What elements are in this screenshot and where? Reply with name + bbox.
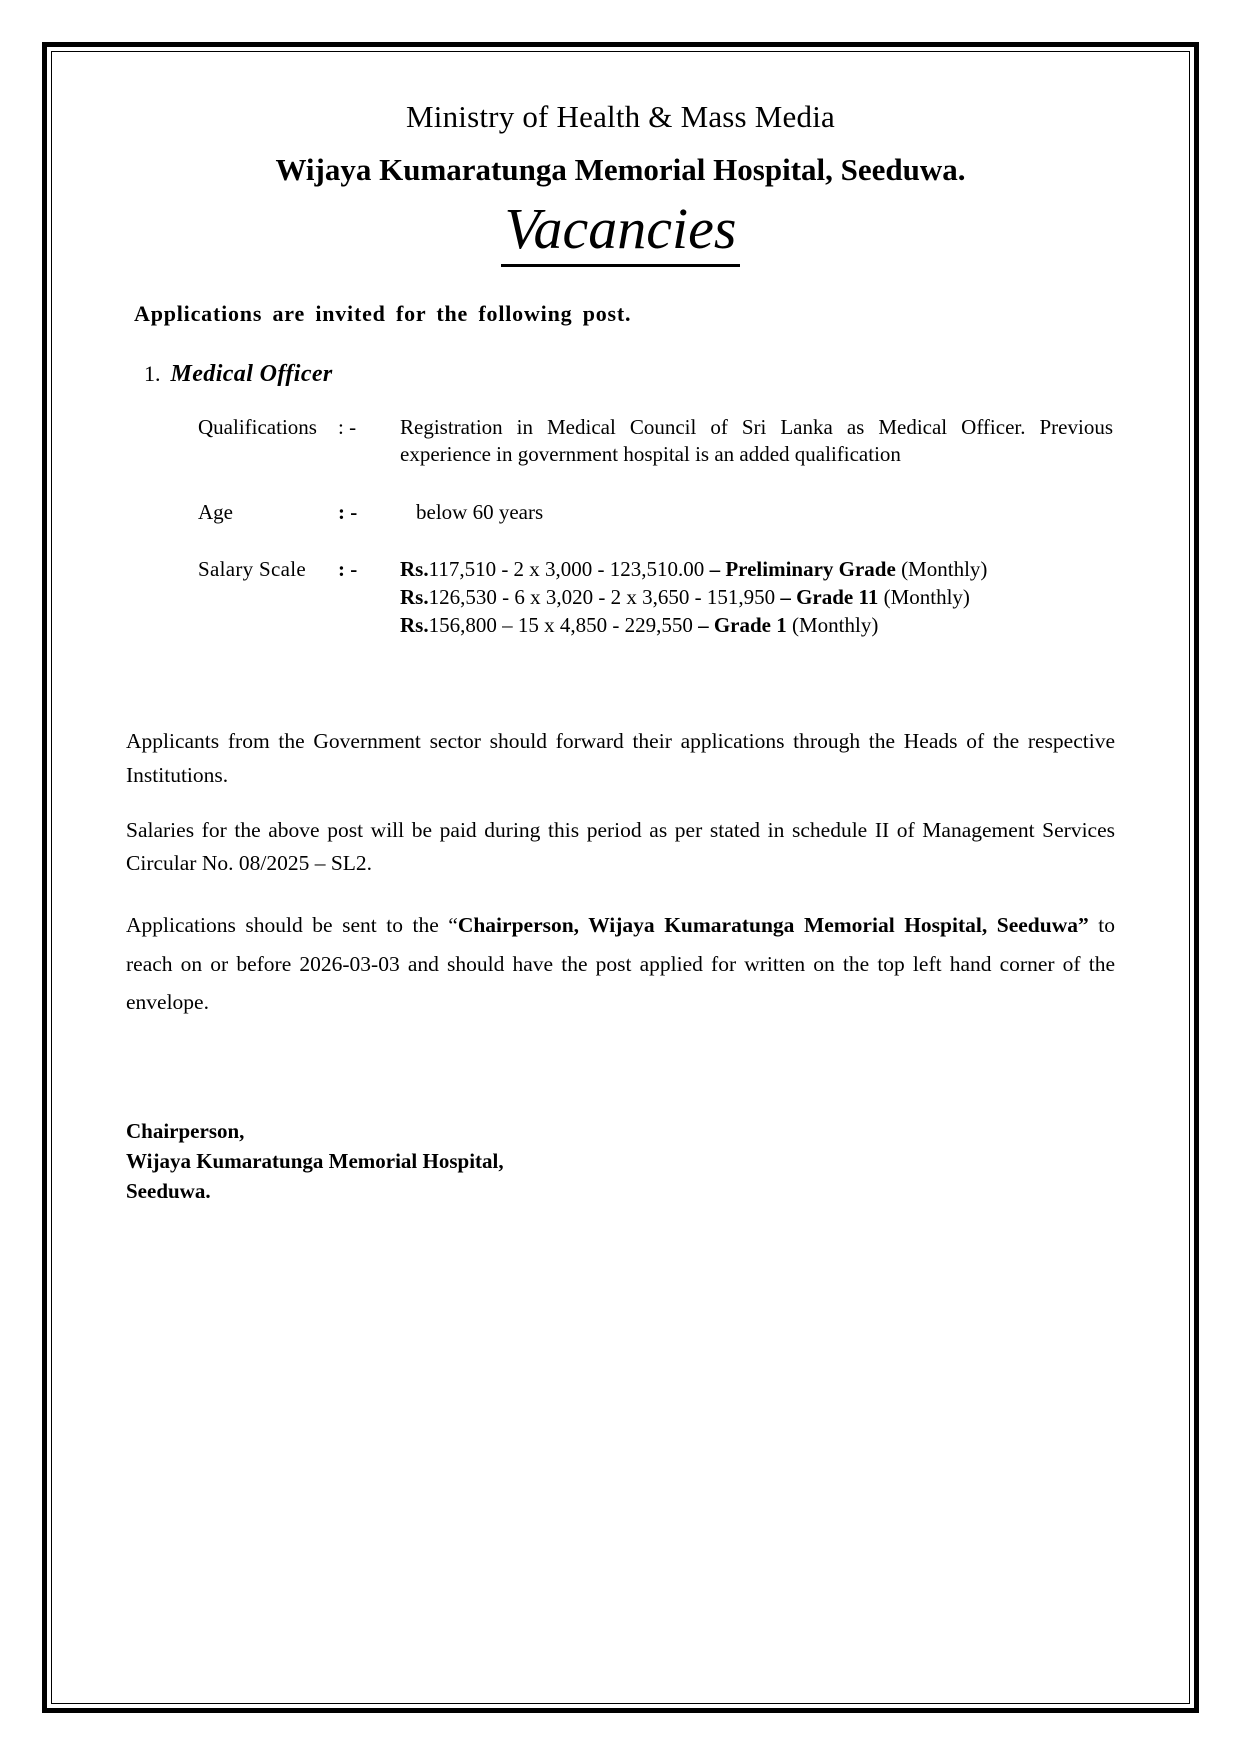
salary-dash: – — [780, 584, 797, 609]
document-content — [52, 52, 1189, 1703]
government-sector-paragraph: Applicants from the Government sector should forward their applications through the Heads of the respective Institutions. — [126, 729, 1115, 787]
post-title: Medical Officer — [170, 361, 333, 388]
salary-prefix: Rs. — [400, 584, 429, 609]
salary-values — [400, 556, 1115, 639]
salary-dash: – — [698, 612, 714, 637]
hospital-heading: Wijaya Kumaratunga Memorial Hospital, Seeduwa. — [275, 151, 966, 187]
salary-label: Salary Scale — [198, 557, 306, 582]
signature-line-1: Chairperson, — [126, 1119, 245, 1144]
qualifications-row — [126, 414, 1115, 469]
salary-frequency: (Monthly) — [878, 584, 970, 609]
age-value: below 60 years — [416, 499, 544, 524]
qualifications-label: Qualifications — [198, 415, 317, 440]
qualifications-separator: : - — [338, 415, 357, 440]
salary-grade: Grade 1 — [713, 612, 787, 637]
page-title: Vacancies — [501, 196, 741, 268]
salary-scale: 126,530 - 6 x 3,020 - 2 x 3,650 - 151,950 — [428, 584, 781, 609]
page-border-inner — [51, 51, 1190, 1704]
salary-scale: 156,800 – 15 x 4,850 - 229,550 — [428, 612, 699, 637]
applications-address: Chairperson, Wijaya Kumaratunga Memorial Hospital, Seeduwa” — [457, 913, 1089, 938]
page-border-outer — [42, 42, 1199, 1713]
vacancies-title-wrap — [126, 196, 1115, 268]
salary-grade: Grade 11 — [796, 584, 879, 609]
salary-prefix: Rs. — [400, 557, 429, 582]
applications-text-part2: to reach on or before 2026-03-03 and should have the post applied for written on the top left hand corner of the envelope. — [126, 913, 1115, 1015]
post-number: 1. — [144, 361, 161, 387]
signature-line-3: Seeduwa. — [126, 1178, 211, 1203]
salary-scale: 117,510 - 2 x 3,000 - 123,510.00 — [428, 557, 710, 582]
signature-block — [126, 1117, 1115, 1206]
salary-grade: Preliminary Grade — [725, 557, 896, 582]
applications-paragraph — [126, 906, 1115, 1021]
salary-line — [400, 584, 1115, 612]
salary-line — [400, 556, 1115, 584]
age-separator: : - — [338, 499, 358, 524]
salary-frequency: (Monthly) — [895, 557, 988, 582]
salaries-circular-paragraph: Salaries for the above post will be paid during this period as per stated in schedule II of Management Services Circular No. 08/2025 – SL2. — [126, 817, 1115, 876]
age-row — [126, 499, 1115, 526]
signature-line-2: Wijaya Kumaratunga Memorial Hospital, — [126, 1149, 504, 1174]
ministry-heading: Ministry of Health & Mass Media — [406, 99, 835, 134]
salary-line — [400, 612, 1115, 640]
post-heading — [144, 361, 1115, 388]
qualifications-value: Registration in Medical Council of Sri Lanka as Medical Officer. Previous experience in government hospital is an added qualification — [400, 415, 1113, 467]
intro-text: Applications are invited for the following post. — [134, 301, 632, 327]
salary-dash: – — [709, 557, 726, 582]
salary-prefix: Rs. — [400, 612, 429, 637]
applications-text-part1: Applications should be sent to the “ — [126, 913, 458, 938]
salary-scale-row — [126, 556, 1115, 639]
salary-separator: : - — [338, 557, 358, 582]
age-label: Age — [198, 499, 233, 524]
salary-frequency: (Monthly) — [786, 612, 879, 637]
